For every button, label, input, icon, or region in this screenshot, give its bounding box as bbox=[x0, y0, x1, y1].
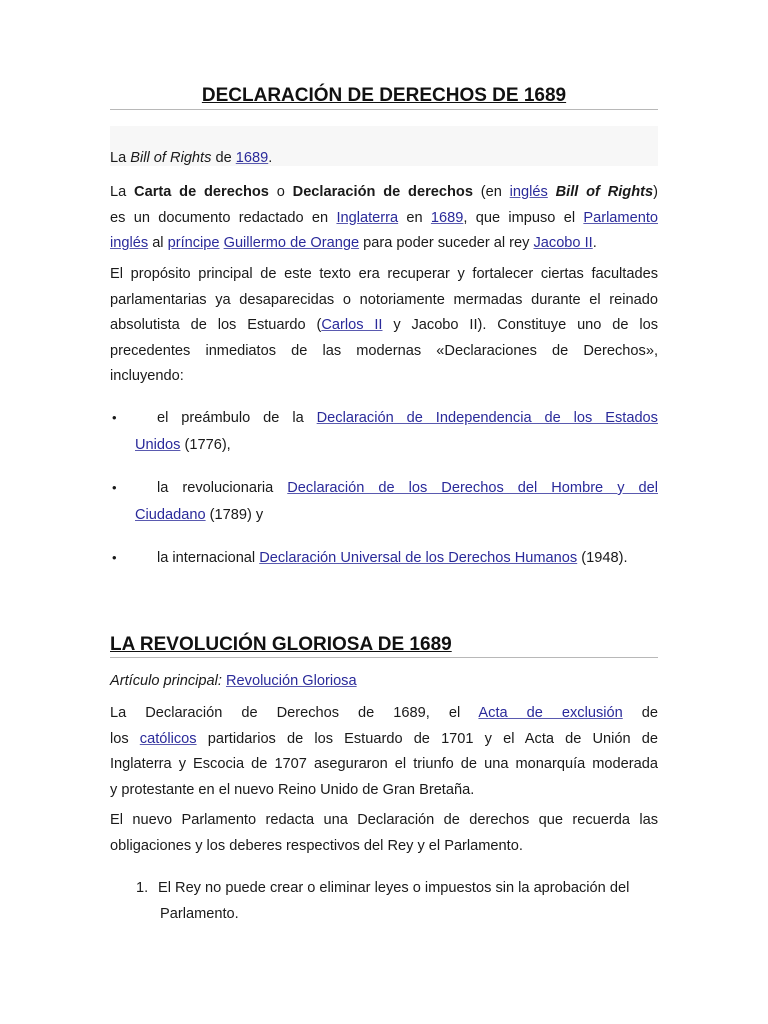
list-item bbox=[135, 545, 658, 572]
paragraph-line: obligaciones y los deberes respectivos del Rey y el Parlamento. bbox=[110, 837, 523, 854]
link-inglaterra[interactable]: Inglaterra bbox=[336, 209, 399, 226]
paragraph-parliament bbox=[110, 808, 658, 859]
link-1689[interactable]: 1689 bbox=[235, 150, 269, 166]
section-title: LA REVOLUCIÓN GLORIOSA DE 1689 bbox=[110, 634, 452, 655]
link-ingles[interactable]: inglés bbox=[509, 184, 548, 200]
link-parlamento[interactable]: Parlamento bbox=[583, 209, 658, 226]
paragraph-revolution bbox=[110, 701, 658, 803]
ordered-list-item bbox=[158, 875, 658, 927]
paragraph-line: y protestante en el nuevo Reino Unido de Gran Bretaña. bbox=[110, 781, 475, 798]
link-carlos-ii[interactable]: Carlos II bbox=[321, 317, 383, 333]
list-item-line: el preámbulo de la Declaración de Independencia de los Estados bbox=[157, 410, 658, 426]
paragraph-line: precedentes inmediatos de las modernas «Declaraciones de Derechos», bbox=[110, 342, 658, 359]
list-item bbox=[135, 405, 658, 459]
paragraph-line: absolutista de los Estuardo (Carlos II y Jacobo II). Constituye uno de los bbox=[110, 317, 659, 333]
main-article-note: Artículo principal: Revolución Gloriosa bbox=[110, 673, 357, 689]
paragraph-line: parlamentarias ya desaparecidas o notoriamente mermadas durante el reinado bbox=[110, 291, 658, 308]
paragraph-line: La Carta de derechos o Declaración de derechos (en inglés Bill of Rights) bbox=[110, 184, 658, 200]
bold-term: Declaración de derechos bbox=[292, 184, 473, 200]
title-divider bbox=[110, 109, 658, 110]
paragraph-intro bbox=[110, 180, 658, 257]
section-divider bbox=[110, 657, 658, 658]
link-declaracion-universal[interactable]: Declaración Universal de los Derechos Humanos bbox=[259, 550, 578, 566]
bullet-icon: • bbox=[112, 480, 117, 495]
list-item-line: la internacional Declaración Universal de los Derechos Humanos (1948). bbox=[157, 550, 628, 566]
list-item-line: Unidos (1776), bbox=[135, 437, 231, 453]
link-catolicos[interactable]: católicos bbox=[139, 730, 197, 747]
paragraph-line: El nuevo Parlamento redacta una Declaración de derechos que recuerda las bbox=[110, 812, 658, 828]
link-declaracion-derechos-hombre[interactable]: Declaración de los Derechos del Hombre y del bbox=[287, 480, 658, 496]
link-declaracion-independencia[interactable]: Unidos bbox=[135, 437, 181, 453]
paragraph-line: los católicos partidarios de los Estuardo de 1701 y el Acta de Unión de bbox=[110, 730, 658, 747]
bullet-icon: • bbox=[112, 550, 117, 565]
page-title: DECLARACIÓN DE DERECHOS DE 1689 bbox=[201, 85, 567, 106]
bold-italic-term: Bill of Rights bbox=[555, 184, 654, 200]
link-acta-de-exclusion[interactable]: Acta de exclusión bbox=[478, 705, 623, 721]
paragraph-purpose bbox=[110, 262, 658, 390]
list-number: 1. bbox=[136, 880, 149, 896]
paragraph-line: La Declaración de Derechos de 1689, el Acta de exclusión de bbox=[110, 705, 658, 721]
paragraph-line: inglés al príncipe Guillermo de Orange para poder suceder al rey Jacobo II. bbox=[110, 235, 597, 251]
list-item-line: la revolucionaria Declaración de los Derechos del Hombre y del bbox=[157, 480, 658, 496]
list-item bbox=[135, 475, 658, 529]
bullet-icon: • bbox=[112, 410, 117, 425]
bold-term: Carta de derechos bbox=[134, 184, 269, 200]
paragraph-line: El propósito principal de este texto era recuperar y fortalecer ciertas facultades bbox=[110, 266, 658, 282]
link-ingles[interactable]: inglés bbox=[110, 235, 149, 251]
caption-italic: Bill of Rights bbox=[130, 150, 212, 166]
link-revolucion-gloriosa[interactable]: Revolución Gloriosa bbox=[226, 673, 357, 689]
list-item-line: Parlamento. bbox=[160, 906, 239, 922]
list-item-line: Ciudadano (1789) y bbox=[135, 507, 264, 523]
link-1689[interactable]: 1689 bbox=[430, 209, 464, 226]
paragraph-line: incluyendo: bbox=[110, 368, 184, 384]
link-principe[interactable]: príncipe bbox=[167, 235, 220, 251]
paragraph-line: es un documento redactado en Inglaterra en 1689, que impuso el Parlamento bbox=[110, 209, 658, 226]
list-item-line: El Rey no puede crear o eliminar leyes o impuestos sin la aprobación del bbox=[158, 880, 630, 896]
link-guillermo-de-orange[interactable]: Guillermo de Orange bbox=[223, 235, 360, 251]
image-caption: La Bill of Rights de 1689. bbox=[110, 150, 273, 166]
paragraph-line: Inglaterra y Escocia de 1707 aseguraron el triunfo de una monarquía moderada bbox=[110, 756, 658, 772]
link-declaracion-independencia[interactable]: Declaración de Independencia de los Estados bbox=[316, 410, 658, 426]
link-declaracion-derechos-hombre[interactable]: Ciudadano bbox=[135, 507, 206, 523]
link-jacobo-ii[interactable]: Jacobo II bbox=[533, 235, 593, 251]
